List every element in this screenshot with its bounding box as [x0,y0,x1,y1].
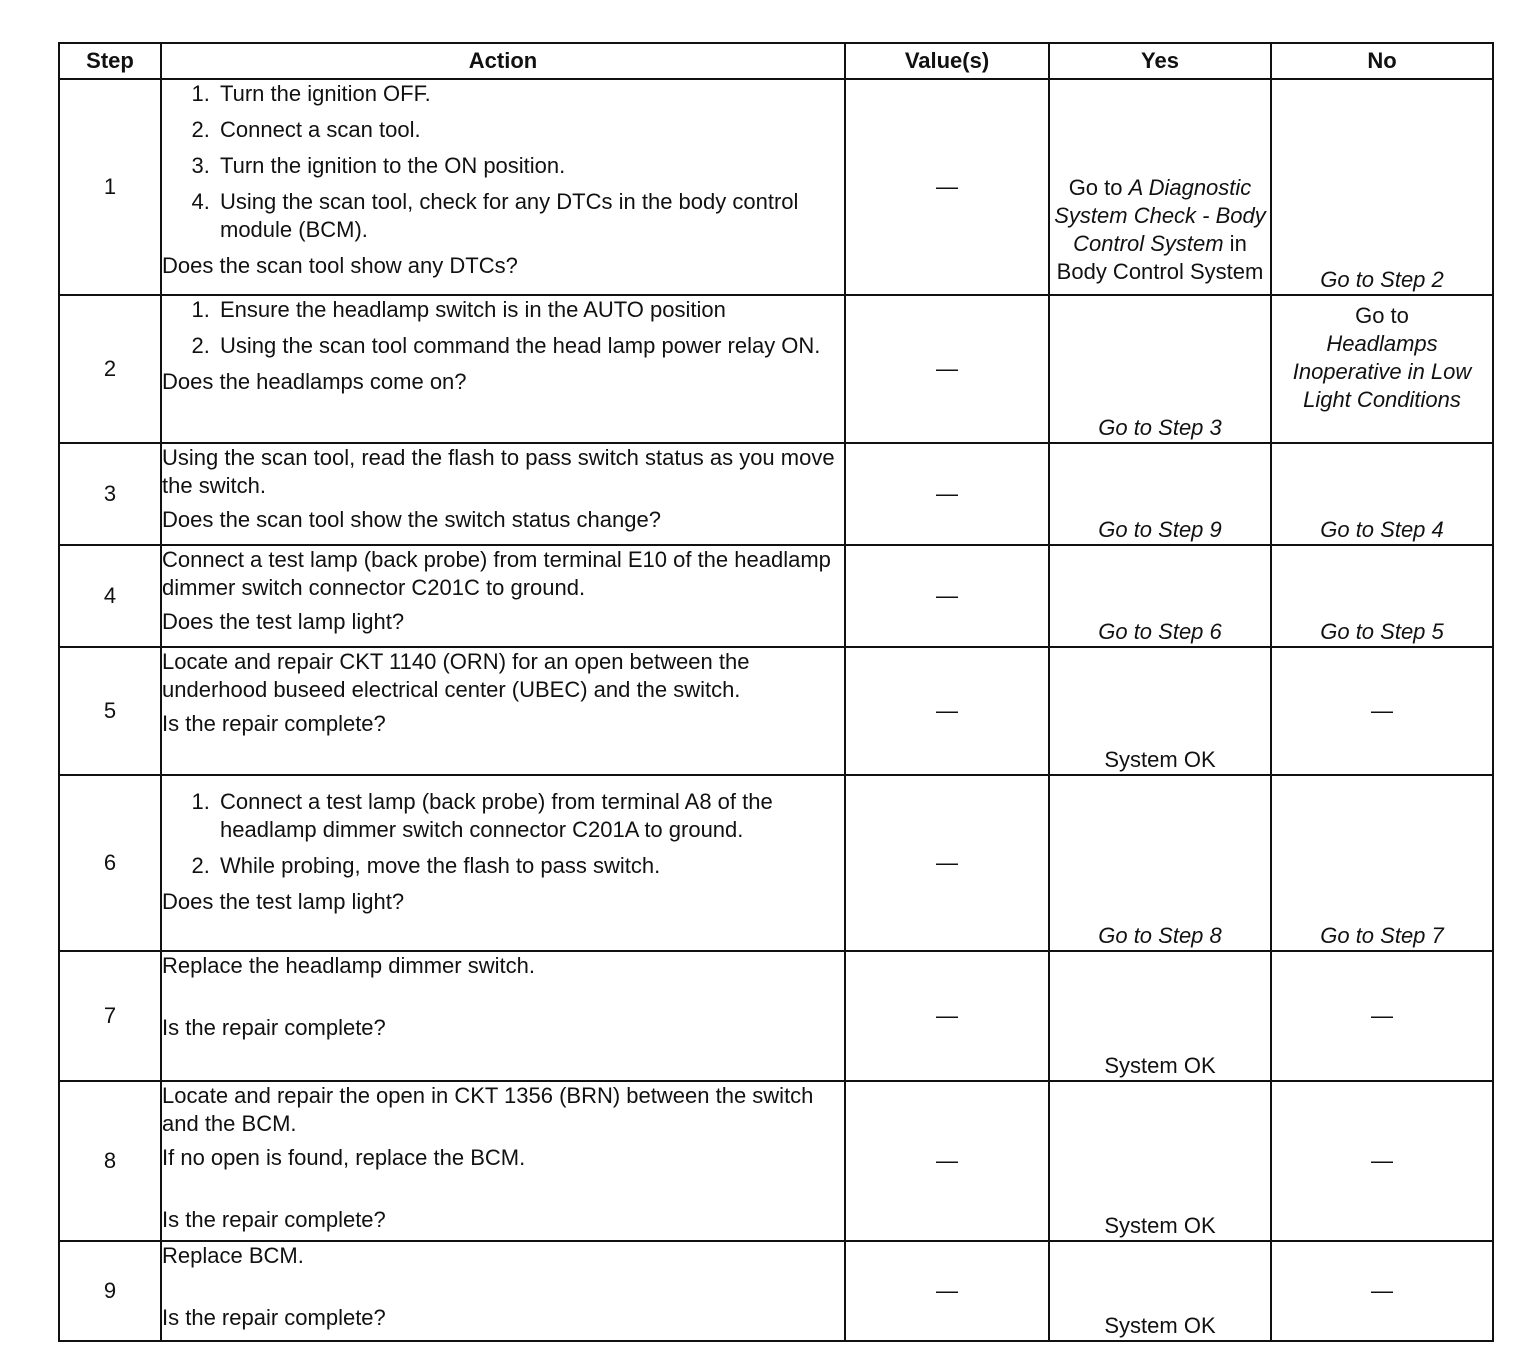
table-row-step-7 [59,951,1493,1081]
action-text: Using the scan tool, read the flash to pass switch status as you move the switch. [162,445,835,498]
step-number: 8 [59,1081,161,1241]
table-row-step-1 [59,79,1493,295]
yes-result: System OK [1104,1053,1216,1078]
step-number: 7 [59,951,161,1081]
no-cell: — [1271,1241,1493,1341]
no-cell: — [1271,647,1493,775]
action-question: Does the test lamp light? [162,889,405,914]
action-text: Replace BCM. [162,1243,304,1268]
yes-cell [1049,295,1271,443]
yes-cell [1049,647,1271,775]
action-cell [161,295,845,443]
action-question: Does the headlamps come on? [162,369,467,394]
action-cell [161,79,845,295]
action-cell [161,775,845,951]
action-step: 1. Turn the ignition OFF. [216,80,844,108]
action-step: 2. Connect a scan tool. [216,116,844,144]
yes-cell [1049,1081,1271,1241]
action-steps-list [162,788,844,880]
action-question: Does the scan tool show the switch status change? [162,507,661,532]
action-steps-list [162,80,844,244]
value-cell: — [845,775,1049,951]
no-link-step-7[interactable]: Go to Step 7 [1320,923,1444,948]
action-question: Does the test lamp light? [162,609,405,634]
step-number: 4 [59,545,161,647]
table-row-step-9 [59,1241,1493,1341]
value-cell: — [845,647,1049,775]
header-values: Value(s) [845,43,1049,79]
action-question: Is the repair complete? [162,1305,386,1330]
table-row-step-2 [59,295,1493,443]
table-row-step-5 [59,647,1493,775]
no-cell [1271,79,1493,295]
table-row-step-6 [59,775,1493,951]
action-cell [161,951,845,1081]
value-cell: — [845,1081,1049,1241]
yes-link-step-3[interactable]: Go to Step 3 [1098,415,1222,440]
yes-link-diagnostic-system-check[interactable]: A Diagnostic System Check - Body Control System [1054,175,1266,256]
no-prefix: Go to [1355,303,1409,328]
header-action: Action [161,43,845,79]
value-cell: — [845,79,1049,295]
table-row-step-8 [59,1081,1493,1241]
action-step: 2. Using the scan tool command the head lamp power relay ON. [216,332,844,360]
action-text: Locate and repair the open in CKT 1356 (BRN) between the switch and the BCM. [162,1083,814,1136]
value-cell: — [845,545,1049,647]
value-cell: — [845,1241,1049,1341]
yes-cell [1049,951,1271,1081]
table-row-step-4 [59,545,1493,647]
no-cell [1271,295,1493,443]
value-cell: — [845,295,1049,443]
action-text: Locate and repair CKT 1140 (ORN) for an open between the underhood buseed electrical center (UBEC) and the switch. [162,649,750,702]
no-cell [1271,443,1493,545]
action-question: Is the repair complete? [162,1015,386,1040]
header-yes: Yes [1049,43,1271,79]
no-cell [1271,775,1493,951]
action-text: Connect a test lamp (back probe) from terminal E10 of the headlamp dimmer switch connector C201C to ground. [162,547,831,600]
yes-cell [1049,1241,1271,1341]
yes-cell [1049,443,1271,545]
yes-link-step-9[interactable]: Go to Step 9 [1098,517,1222,542]
action-cell [161,1081,845,1241]
table-row-step-3 [59,443,1493,545]
action-question: Is the repair complete? [162,711,386,736]
yes-result: System OK [1104,1313,1216,1338]
yes-link-step-6[interactable]: Go to Step 6 [1098,619,1222,644]
no-cell [1271,545,1493,647]
no-link-step-5[interactable]: Go to Step 5 [1320,619,1444,644]
action-step: 2. While probing, move the flash to pass switch. [216,852,844,880]
action-cell [161,1241,845,1341]
action-question: Is the repair complete? [162,1207,386,1232]
action-step: 1. Ensure the headlamp switch is in the AUTO position [216,296,844,324]
action-cell [161,443,845,545]
no-link-headlamps-inoperative[interactable]: Headlamps Inoperative in Low Light Conditions [1292,331,1472,412]
value-cell: — [845,951,1049,1081]
no-cell: — [1271,1081,1493,1241]
yes-prefix: Go to [1068,175,1129,200]
action-steps-list [162,296,844,360]
action-step: 4. Using the scan tool, check for any DTCs in the body control module (BCM). [216,188,844,244]
step-number: 3 [59,443,161,545]
no-link-step-2[interactable]: Go to Step 2 [1320,267,1444,292]
yes-cell [1049,775,1271,951]
action-text-2: If no open is found, replace the BCM. [162,1145,526,1170]
action-cell [161,647,845,775]
diagnostic-table [58,42,1494,1342]
yes-cell [1049,545,1271,647]
action-step: 1. Connect a test lamp (back probe) from terminal A8 of the headlamp dimmer switch connector C201A to ground. [216,788,844,844]
header-row [59,43,1493,79]
value-cell: — [845,443,1049,545]
action-cell [161,545,845,647]
yes-suffix: in Body Control System [1056,231,1264,284]
step-number: 9 [59,1241,161,1341]
yes-cell [1049,79,1271,295]
yes-result: System OK [1104,747,1216,772]
header-step: Step [59,43,161,79]
action-question: Does the scan tool show any DTCs? [162,253,518,278]
no-cell: — [1271,951,1493,1081]
action-text: Replace the headlamp dimmer switch. [162,953,535,978]
action-step: 3. Turn the ignition to the ON position. [216,152,844,180]
step-number: 6 [59,775,161,951]
step-number: 5 [59,647,161,775]
header-no: No [1271,43,1493,79]
step-number: 2 [59,295,161,443]
no-link-step-4[interactable]: Go to Step 4 [1320,517,1444,542]
yes-link-step-8[interactable]: Go to Step 8 [1098,923,1222,948]
yes-result: System OK [1104,1213,1216,1238]
step-number: 1 [59,79,161,295]
